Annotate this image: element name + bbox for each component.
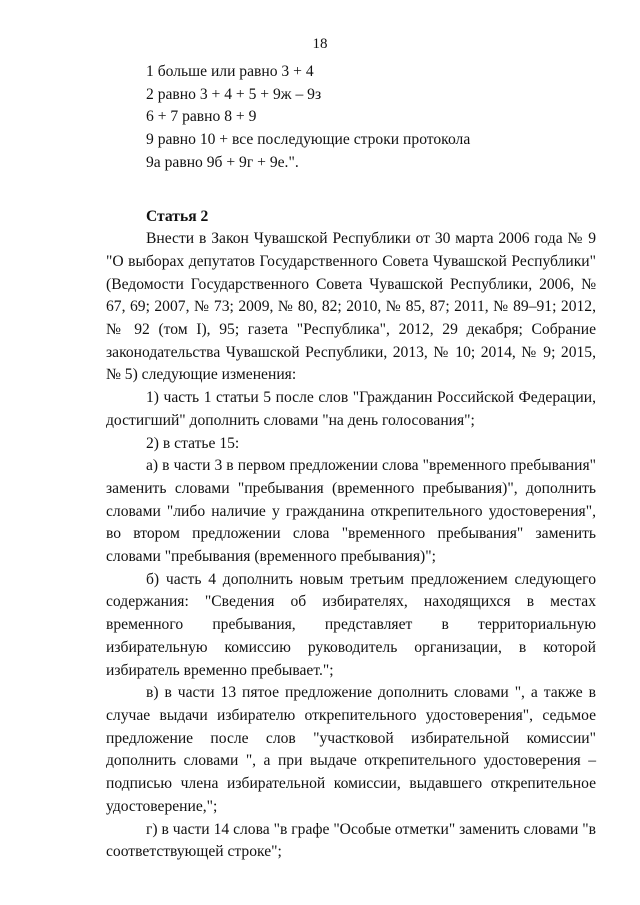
paragraph: Внести в Закон Чувашской Республики от 30 марта 2006 года № 9 "О выборах депутатов Государственного Совета Чувашской Республики" (Ведомости Государственного Совета Чувашской Республики, 2006, № 67, 69; 2007, № 73; 2009, № 80, 82; 2010, № 85, 87; 2011, № 89–91; 2012, № 92 (том I), 95; газета "Республика", 2012, 29 декабря; Собрание законодательства Чувашской Республики, 2013, № 10; 2014, № 9; 2015, № 5) следующие изменения: <box>106 230 596 384</box>
formula-line: 9а равно 9б + 9г + 9е.". <box>146 153 299 171</box>
paragraph: 2) в статье 15: <box>146 434 240 452</box>
paragraph: а) в части 3 в первом предложении слова "временного пребывания" заменить словами "пребывания (временного пребывания)", дополнить словами "либо наличие у гражданина открепительного удостоверения", во втором предложении слова "временного пребывания" заменить словами "пребывания (временного пребывания)"; <box>106 457 596 566</box>
article-title: Статья 2 <box>146 207 209 225</box>
paragraph: 1) часть 1 статьи 5 после слов "Гражданин Российской Федерации, достигший" дополнить словами "на день голосования"; <box>106 389 596 429</box>
document-body <box>106 61 596 864</box>
formula-line: 9 равно 10 + все последующие строки протокола <box>146 131 471 149</box>
formula-line: 2 равно 3 + 4 + 5 + 9ж – 9з <box>146 85 322 103</box>
section-spacer <box>106 175 596 206</box>
paragraph: г) в части 14 слова "в графе "Особые отметки" заменить словами "в соответствующей строке"; <box>106 820 596 861</box>
paragraph: в) в части 13 пятое предложение дополнить словами ", а также в случае выдачи избирателю открепительного удостоверения", седьмое предложение после слов "участковой избирательной комиссии" дополнить словами ", а при выдаче открепительного удостоверения – подписью члена избирательной комиссии, выдавшего открепительное удостоверение,"; <box>106 684 596 815</box>
page-number: 18 <box>312 36 328 52</box>
formula-line: 1 больше или равно 3 + 4 <box>146 63 314 80</box>
formula-line: 6 + 7 равно 8 + 9 <box>146 108 257 126</box>
paragraph: б) часть 4 дополнить новым третьим предложением следующего содержания: "Сведения об избирателях, находящихся в местах временного пребывания, представляет в территориальную избирательную комиссию руководитель организации, в которой избиратель временно пребывает."; <box>106 570 596 679</box>
